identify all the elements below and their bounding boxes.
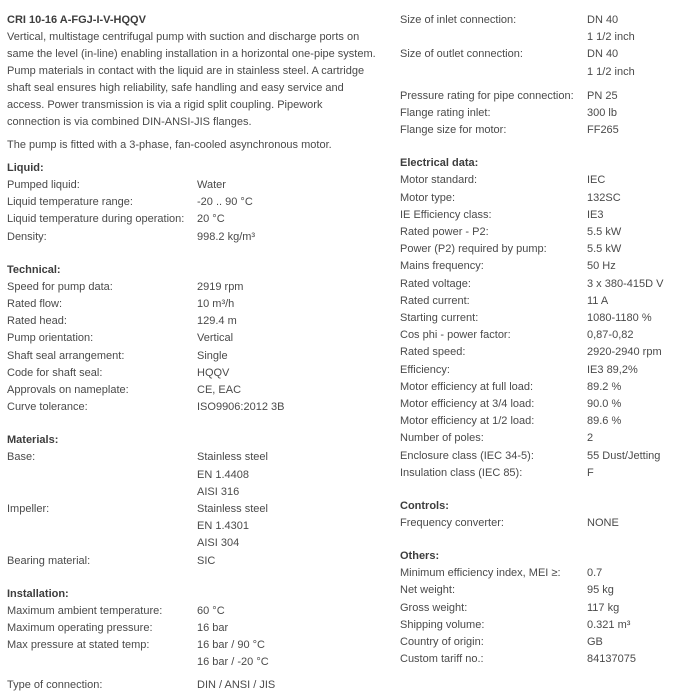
spec-label bbox=[7, 535, 197, 552]
spec-value: EN 1.4301 bbox=[197, 520, 249, 533]
technical-heading: Technical: bbox=[7, 263, 61, 276]
spec-value: AISI 316 bbox=[197, 485, 240, 498]
spec-label: Rated current: bbox=[400, 294, 470, 307]
spec-value: 16 bar / -20 °C bbox=[197, 656, 269, 669]
spec-value: 3 x 380-415D V bbox=[587, 277, 664, 290]
spec-label: Rated speed: bbox=[400, 346, 466, 359]
left-column bbox=[7, 12, 387, 694]
spec-row bbox=[400, 12, 696, 29]
spec-value: IEC bbox=[587, 174, 606, 187]
spec-label: Flange size for motor: bbox=[400, 124, 507, 137]
spec-row bbox=[7, 637, 387, 654]
spec-row bbox=[7, 518, 387, 535]
spec-label: Power (P2) required by pump: bbox=[400, 243, 547, 256]
spec-value: 84137075 bbox=[587, 653, 636, 666]
spec-label: Maximum operating pressure: bbox=[7, 622, 153, 635]
spec-row bbox=[7, 603, 387, 620]
spec-value: IE3 89,2% bbox=[587, 363, 638, 376]
spec-value: 2 bbox=[587, 432, 594, 445]
spec-value: 90.0 % bbox=[587, 398, 622, 411]
spec-value: 20 °C bbox=[197, 213, 225, 226]
spec-row bbox=[400, 310, 696, 327]
spec-label bbox=[400, 29, 587, 46]
spec-label: Minimum efficiency index, MEI ≥: bbox=[400, 567, 561, 580]
spec-label: Base: bbox=[7, 451, 36, 464]
spec-label: Speed for pump data: bbox=[7, 280, 113, 293]
spec-label: Frequency converter: bbox=[400, 517, 504, 530]
spec-row bbox=[400, 582, 696, 599]
spec-value: Stainless steel bbox=[197, 503, 268, 516]
spec-row bbox=[7, 535, 387, 552]
spec-label: Pressure rating for pipe connection: bbox=[400, 89, 574, 102]
spec-row bbox=[400, 122, 696, 139]
materials-section bbox=[7, 449, 387, 569]
spec-value: 95 kg bbox=[587, 584, 614, 597]
spec-row bbox=[7, 211, 387, 228]
spec-row bbox=[400, 64, 696, 81]
spec-row bbox=[7, 194, 387, 211]
spec-value: Single bbox=[197, 349, 228, 362]
liquid-section bbox=[7, 177, 387, 246]
spec-label: Gross weight: bbox=[400, 601, 468, 614]
spec-label: Motor type: bbox=[400, 191, 456, 204]
spec-row bbox=[7, 330, 387, 347]
spec-row bbox=[7, 177, 387, 194]
spec-label: Enclosure class (IEC 34-5): bbox=[400, 449, 534, 462]
installation-heading: Installation: bbox=[7, 587, 69, 600]
spec-value: 5.5 kW bbox=[587, 226, 622, 239]
spec-row bbox=[7, 501, 387, 518]
spec-value: Water bbox=[197, 179, 226, 191]
spec-value: GB bbox=[587, 636, 603, 649]
spec-row bbox=[400, 105, 696, 122]
electrical-section bbox=[400, 172, 696, 482]
spec-value: 2919 rpm bbox=[197, 280, 244, 293]
spec-label: Starting current: bbox=[400, 312, 479, 325]
description-line: Pump materials in contact with the liquid are in stainless steel. A cartridge bbox=[7, 65, 365, 77]
spec-label: Shaft seal arrangement: bbox=[7, 349, 125, 362]
spec-row bbox=[400, 88, 696, 105]
description-line: access. Power transmission is via a rigid split coupling. Pipework bbox=[7, 99, 323, 111]
spec-label: Size of outlet connection: bbox=[400, 48, 523, 61]
spec-label: Rated voltage: bbox=[400, 277, 471, 290]
spec-row bbox=[400, 448, 696, 465]
spec-label: Custom tariff no.: bbox=[400, 653, 484, 666]
spec-value: -20 .. 90 °C bbox=[197, 196, 253, 209]
connections-section bbox=[400, 12, 696, 139]
spec-label bbox=[7, 518, 197, 535]
spec-value: SIC bbox=[197, 554, 216, 567]
spec-value: CE, EAC bbox=[197, 384, 242, 397]
spec-row bbox=[400, 344, 696, 361]
spec-row bbox=[400, 430, 696, 447]
spec-label: Motor efficiency at 3/4 load: bbox=[400, 398, 535, 411]
spec-value: 1 1/2 inch bbox=[587, 65, 635, 78]
spec-row bbox=[400, 276, 696, 293]
spec-value: 11 A bbox=[587, 294, 609, 307]
spec-label: Rated head: bbox=[7, 315, 67, 328]
spec-label bbox=[7, 654, 197, 671]
spec-label: Number of poles: bbox=[400, 432, 484, 445]
spec-value: DN 40 bbox=[587, 14, 619, 26]
spec-label: Net weight: bbox=[400, 584, 456, 597]
spec-row bbox=[400, 634, 696, 651]
spec-value: 16 bar bbox=[197, 622, 229, 635]
spec-label: Approvals on nameplate: bbox=[7, 384, 129, 397]
spec-label: Flange rating inlet: bbox=[400, 107, 491, 120]
spec-row bbox=[7, 296, 387, 313]
spec-label: Efficiency: bbox=[400, 363, 450, 376]
spec-label: Size of inlet connection: bbox=[400, 14, 517, 26]
spec-row bbox=[7, 279, 387, 296]
spec-value: AISI 304 bbox=[197, 537, 240, 550]
spec-row bbox=[400, 190, 696, 207]
spec-value: 1 1/2 inch bbox=[587, 31, 635, 44]
spec-value: ISO9906:2012 3B bbox=[197, 401, 285, 414]
spec-row bbox=[400, 413, 696, 430]
technical-section bbox=[7, 279, 387, 417]
spec-value: PN 25 bbox=[587, 89, 618, 102]
spec-row bbox=[7, 348, 387, 365]
controls-section bbox=[400, 515, 696, 532]
spec-value: 132SC bbox=[587, 191, 621, 204]
description-line: shaft seal ensures high reliability, safe handling and easy service and bbox=[7, 82, 344, 94]
spec-value: HQQV bbox=[197, 366, 230, 379]
others-heading: Others: bbox=[400, 550, 440, 563]
right-column bbox=[400, 12, 696, 669]
spec-label: Type of connection: bbox=[7, 678, 103, 691]
spec-label: Density: bbox=[7, 230, 47, 243]
spec-row bbox=[7, 399, 387, 416]
spec-value: 117 kg bbox=[587, 601, 620, 614]
spec-label bbox=[7, 484, 197, 501]
spec-value: EN 1.4408 bbox=[197, 468, 249, 481]
spec-value: 10 m³/h bbox=[197, 298, 235, 311]
installation-section bbox=[7, 603, 387, 694]
spec-row bbox=[400, 396, 696, 413]
spec-value: 60 °C bbox=[197, 604, 225, 617]
spec-row bbox=[7, 229, 387, 246]
spec-label: Bearing material: bbox=[7, 554, 91, 567]
spec-value: NONE bbox=[587, 517, 619, 530]
spec-value: 129.4 m bbox=[197, 315, 237, 328]
spec-label: Mains frequency: bbox=[400, 260, 484, 273]
spec-value: 0.7 bbox=[587, 567, 603, 580]
materials-heading: Materials: bbox=[7, 434, 59, 447]
spec-label: Code for shaft seal: bbox=[7, 366, 103, 379]
spec-value: 300 lb bbox=[587, 107, 617, 120]
spec-label: Maximum ambient temperature: bbox=[7, 604, 163, 617]
spec-value: 1080-1180 % bbox=[587, 312, 652, 325]
spec-label: Pumped liquid: bbox=[7, 179, 80, 191]
spec-row bbox=[7, 365, 387, 382]
spec-row bbox=[7, 467, 387, 484]
spec-label: Liquid temperature range: bbox=[7, 196, 133, 209]
spec-row bbox=[7, 313, 387, 330]
spec-row bbox=[400, 327, 696, 344]
spec-value: 89.2 % bbox=[587, 380, 622, 393]
spec-value: 50 Hz bbox=[587, 260, 616, 273]
spec-label: Curve tolerance: bbox=[7, 401, 88, 414]
spec-value: Stainless steel bbox=[197, 451, 268, 464]
spec-row bbox=[400, 293, 696, 310]
liquid-heading: Liquid: bbox=[7, 162, 44, 174]
spec-label: Pump orientation: bbox=[7, 332, 94, 345]
description-line: Vertical, multistage centrifugal pump with suction and discharge ports on bbox=[7, 31, 360, 43]
spec-label: IE Efficiency class: bbox=[400, 208, 492, 221]
spec-row bbox=[7, 654, 387, 671]
spec-label bbox=[7, 467, 197, 484]
spec-value: 2920-2940 rpm bbox=[587, 346, 662, 359]
spec-row bbox=[400, 379, 696, 396]
spec-label: Rated flow: bbox=[7, 298, 63, 311]
others-section bbox=[400, 565, 696, 668]
spec-row bbox=[400, 224, 696, 241]
spec-row bbox=[7, 449, 387, 466]
spec-label: Cos phi - power factor: bbox=[400, 329, 511, 342]
spec-row bbox=[7, 484, 387, 501]
spec-row bbox=[7, 677, 387, 694]
spec-value: 0.321 m³ bbox=[587, 618, 631, 631]
spec-row bbox=[7, 382, 387, 399]
spec-row bbox=[400, 600, 696, 617]
spec-value: Vertical bbox=[197, 332, 234, 345]
spec-value: 0,87-0,82 bbox=[587, 329, 634, 342]
spec-value: 5.5 kW bbox=[587, 243, 622, 256]
spec-value: DIN / ANSI / JIS bbox=[197, 678, 276, 691]
spec-value: DN 40 bbox=[587, 48, 619, 61]
spec-row bbox=[7, 620, 387, 637]
spec-row bbox=[400, 241, 696, 258]
spec-label: Motor efficiency at 1/2 load: bbox=[400, 415, 535, 428]
description-line: connection is via combined DIN-ANSI-JIS flanges. bbox=[7, 116, 252, 128]
spec-label: Rated power - P2: bbox=[400, 226, 489, 239]
spec-row bbox=[400, 565, 696, 582]
spec-value: 89.6 % bbox=[587, 415, 622, 428]
spec-label bbox=[400, 64, 587, 81]
spec-value: FF265 bbox=[587, 124, 619, 137]
spec-row bbox=[400, 617, 696, 634]
product-title: CRI 10-16 A-FGJ-I-V-HQQV bbox=[7, 14, 146, 26]
motor-note: The pump is fitted with a 3-phase, fan-cooled asynchronous motor. bbox=[7, 139, 332, 151]
spec-label: Max pressure at stated temp: bbox=[7, 639, 150, 652]
spec-label: Insulation class (IEC 85): bbox=[400, 466, 523, 479]
spec-row bbox=[400, 29, 696, 46]
spec-row bbox=[400, 258, 696, 275]
electrical-heading: Electrical data: bbox=[400, 157, 479, 170]
spec-label: Motor standard: bbox=[400, 174, 478, 187]
spec-label: Shipping volume: bbox=[400, 618, 485, 631]
spec-row bbox=[400, 465, 696, 482]
spec-label: Motor efficiency at full load: bbox=[400, 380, 534, 393]
spec-value: IE3 bbox=[587, 208, 604, 221]
description-line: same the level (in-line) enabling installation in a horizontal one-pipe system. bbox=[7, 48, 376, 60]
spec-row bbox=[7, 553, 387, 570]
spec-value: 998.2 kg/m³ bbox=[197, 230, 256, 243]
spec-label: Liquid temperature during operation: bbox=[7, 213, 185, 226]
spec-value: 55 Dust/Jetting bbox=[587, 449, 661, 462]
spec-row bbox=[400, 515, 696, 532]
spec-row bbox=[400, 207, 696, 224]
spec-row bbox=[400, 651, 696, 668]
product-description bbox=[7, 29, 387, 131]
spec-label: Country of origin: bbox=[400, 636, 484, 649]
spec-row bbox=[400, 362, 696, 379]
spec-row bbox=[400, 46, 696, 63]
spec-value: F bbox=[587, 466, 594, 479]
spec-label: Impeller: bbox=[7, 503, 50, 516]
spec-row bbox=[400, 172, 696, 189]
controls-heading: Controls: bbox=[400, 500, 449, 513]
spec-value: 16 bar / 90 °C bbox=[197, 639, 265, 652]
